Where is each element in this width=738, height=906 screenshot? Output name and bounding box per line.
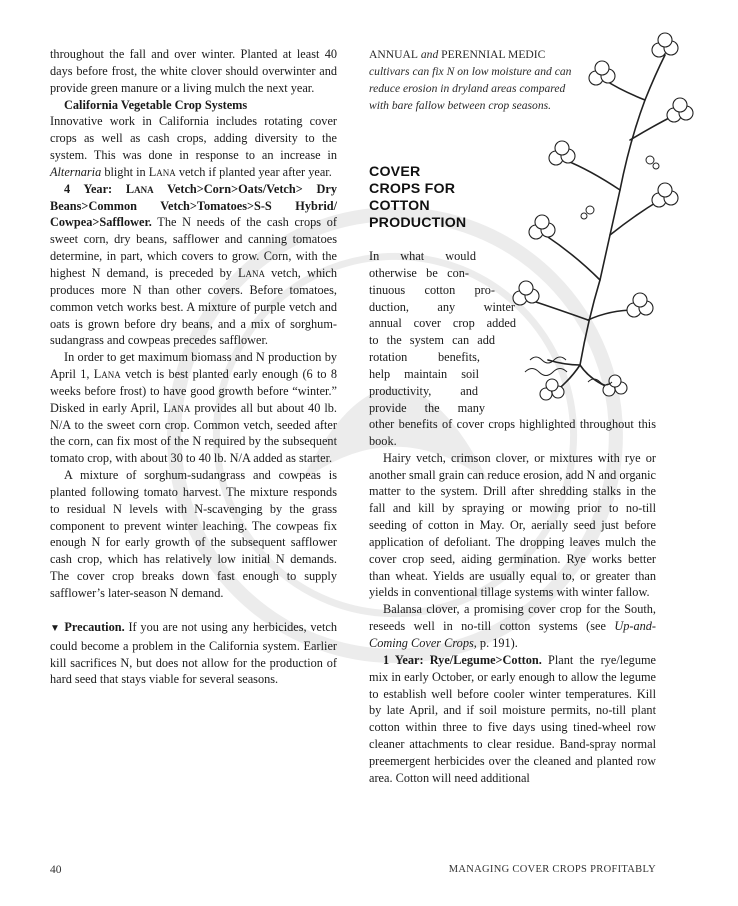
rotation-heading-1-year: 1 Year: Rye/Legume>Cotton. — [383, 652, 542, 667]
cotton-intro-wrapped: In what would otherwise be con- tinuous cotton pro- duction, any winter annual cover crop added to the system can add rotation benefits, help maintain soil productivity, and provide the many — [369, 249, 516, 415]
paragraph-biomass: In order to get maximum biomass and N production by April 1, Lana vetch is best planted early enough (6 to 8 weeks before frost) to have good growth before “winter.” Disked in early April, Lana provides all but about 40 lb. N/A to the sweet corn crop. Common vetch, seeded after the corn, can fix most of the N required by the subsequent tomato crop, with about 30 to 40 lb. N/A added as starter. — [50, 350, 338, 466]
paragraph-sorghum-mixture: A mixture of sorghum-sudangrass and cowpeas is planted following tomato harvest. The mixture responds to residual N levels with N-scavenging by the grass component to prevent winter leaching. The cowpeas fix enough N for early growth of the subsequent safflower cash crop, which has relatively low initial N demands. The cover crop breaks down fast enough to supply safflower’s later-season N demand. — [50, 468, 337, 600]
left-column — [50, 46, 337, 688]
rotation-heading-4-year: 4 Year: Lana Vetch>Corn>Oats/Vetch> Dry Beans>Common Vetch>Tomatoes>S-S Hybrid/ Cowpea>Safflower. — [50, 181, 337, 230]
paragraph-california-systems: California Vegetable Crop Systems Innovative work in California includes rotating cover crops as well as cash crops, adding diversity to the system. This was done in response to an increase in Alternaria blight in Lana vetch if planted year after year. — [50, 97, 337, 179]
section-heading-cotton: COVER CROPS FOR COTTON PRODUCTION — [369, 164, 467, 231]
precaution-label: Precaution. — [60, 619, 125, 634]
section-heading-california: California Vegetable Crop Systems — [64, 97, 248, 112]
paragraph-hairy-vetch: Hairy vetch, crimson clover, or mixtures with rye or another small grain can reduce erosion, add N and organic matter to the system. Drill after shredding stalks in the fall and kill by spraying or mowing prior to no-till seeding of cotton in May. Or, aerially seed just before application of defoliant. The dropping leaves mulch the cover crop seed, aiding germination. Rye works better than wheat. Yields are usually equal to, or greater than yields in conventional tillage systems with winter fallow. — [369, 450, 656, 600]
paragraph-cotton-intro-end: other benefits of cover crops highlighted throughout this book. — [369, 417, 656, 448]
paragraph-1-year-rotation: 1 Year: Rye/Legume>Cotton. Plant the rye/legume mix in early October, or early enough to allow the legume to establish well before cooler winter temperatures. Kill by late April, and if soil moisture permits, no-till plant cotton within three to five days using tined-wheel row cleaner attachments to clear residue. Band-spray normal preemergent herbicides over the cleaned and planted row area. Cotton will need additional — [369, 652, 656, 785]
right-column — [369, 416, 656, 787]
page-number: 40 — [50, 864, 62, 876]
illustration-caption: ANNUAL and PERENNIAL MEDIC cultivars can fix N on low moisture and can reduce erosion in dryland areas compared with bare fallow between crop seasons. — [369, 48, 572, 112]
paragraph-4-year-rotation: 4 Year: Lana Vetch>Corn>Oats/Vetch> Dry Beans>Common Vetch>Tomatoes>S-S Hybrid/ Cowpea>Safflower. The N needs of the cash crops of sweet corn, dry beans, safflower and canning tomatoes determine, in part, which covers to grow. Corn, with the highest N demand, is preceded by Lana vetch, which produces more N than other covers. Before tomatoes, common vetch works best. A mixture of purple vetch and oats is grown before dry beans, and a mix of sorghum-sudangrass and cowpeas precedes safflower. — [50, 181, 338, 348]
running-footer-title: MANAGING COVER CROPS PROFITABLY — [448, 864, 656, 875]
triangle-marker-icon: ▼ — [50, 622, 61, 634]
paragraph-white-clover: throughout the fall and over winter. Planted at least 40 days before frost, the white clover should overwinter and provide green manure or a living mulch the next year. — [50, 47, 337, 95]
paragraph-balansa-clover: Balansa clover, a promising cover crop for the South, reseeds well in no-till cotton systems (see Up-and-Coming Cover Crops, p. 191). — [369, 602, 656, 650]
paragraph-precaution: ▼ Precaution. If you are not using any herbicides, vetch could become a problem in the California system. Earlier kill sacrifices N, but does not allow for the production of hard seed that stays viable for several seasons. — [50, 619, 337, 687]
